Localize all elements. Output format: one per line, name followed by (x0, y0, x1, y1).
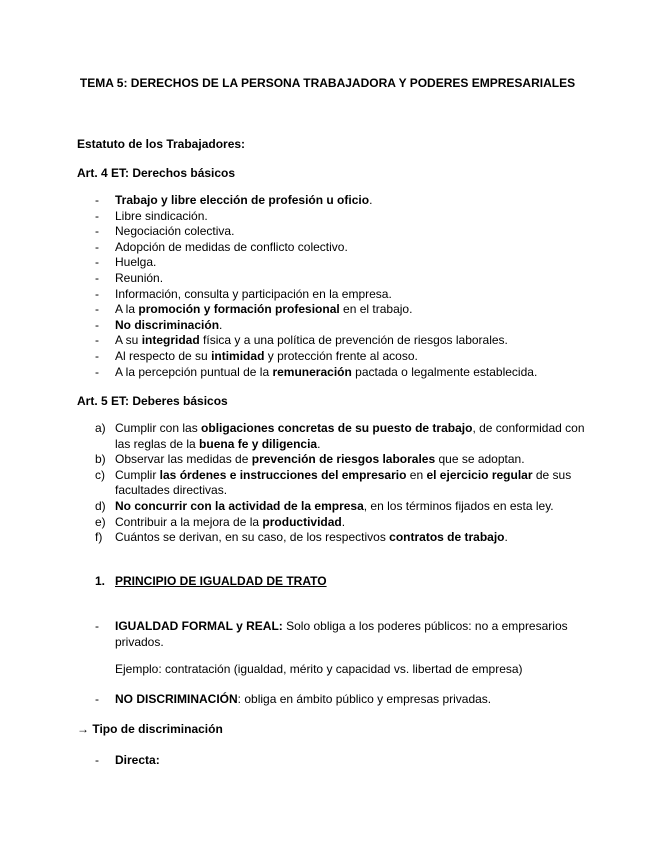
list-item: a) Cumplir con las obligaciones concretas de su puesto de trabajo, de conformidad con las reglas de la buena fe y diligencia. (95, 421, 585, 451)
no-discriminacion-label: NO DISCRIMINACIÓN (115, 692, 238, 706)
art4-rights-list (95, 193, 575, 380)
list-item: - A la percepción puntual de la remuneración pactada o legalmente establecida. (95, 365, 575, 381)
list-item: c) Cumplir las órdenes e instrucciones del empresario en el ejercicio regular de sus facultades directivas. (95, 467, 572, 498)
section-number: 1. (95, 574, 106, 588)
section-1-title (95, 574, 327, 588)
no-discriminacion-text: : obliga en ámbito público y empresas privadas. (237, 692, 492, 706)
tipo-discriminacion-heading: → Tipo de discriminación (77, 722, 223, 736)
igualdad-text: Solo obliga a los poderes públicos: no a empresarios privados. (115, 619, 568, 649)
page-title: TEMA 5: DERECHOS DE LA PERSONA TRABAJADORA Y PODERES EMPRESARIALES (79, 76, 576, 90)
list-item: - Adopción de medidas de conflicto colectivo. (95, 240, 575, 256)
list-item: - Huelga. (95, 255, 575, 271)
list-item: - Libre sindicación. (95, 209, 575, 225)
list-item: - A la promoción y formación profesional en el trabajo. (95, 302, 575, 318)
list-item: - Información, consulta y participación en la empresa. (95, 287, 575, 303)
list-item: e) Contribuir a la mejora de la productividad. (95, 514, 346, 529)
art4-heading: Art. 4 ET: Derechos básicos (77, 166, 236, 180)
list-item: - No discriminación. (95, 318, 575, 334)
igualdad-label: IGUALDAD FORMAL y REAL: (115, 619, 283, 633)
list-item: - Trabajo y libre elección de profesión u oficio. (95, 193, 575, 209)
list-item: - Negociación colectiva. (95, 224, 575, 240)
directa-label: Directa: (115, 753, 160, 767)
no-discriminacion-item: - NO DISCRIMINACIÓN: obliga en ámbito público y empresas privadas. (95, 692, 492, 706)
list-item: - A su integridad física y a una política de prevención de riesgos laborales. (95, 333, 575, 349)
list-item: b) Observar las medidas de prevención de riesgos laborales que se adoptan. (95, 452, 525, 467)
estatuto-heading: Estatuto de los Trabajadores: (77, 137, 246, 151)
igualdad-example: Ejemplo: contratación (igualdad, mérito y capacidad vs. libertad de empresa) (115, 662, 523, 676)
art5-heading: Art. 5 ET: Deberes básicos (77, 394, 228, 408)
list-item: f) Cuántos se derivan, en su caso, de los respectivos contratos de trabajo. (95, 530, 508, 545)
list-item: d) No concurrir con la actividad de la empresa, en los términos fijados en esta ley. (95, 498, 554, 513)
igualdad-item: - IGUALDAD FORMAL y REAL: Solo obliga a los poderes públicos: no a empresarios privados. (95, 619, 568, 649)
section-title-text: PRINCIPIO DE IGUALDAD DE TRATO (115, 574, 327, 588)
directa-item: - Directa: (95, 753, 160, 767)
art5-duties-list (95, 421, 590, 546)
list-item: - Reunión. (95, 271, 575, 287)
list-item: - Al respecto de su intimidad y protección frente al acoso. (95, 349, 575, 365)
